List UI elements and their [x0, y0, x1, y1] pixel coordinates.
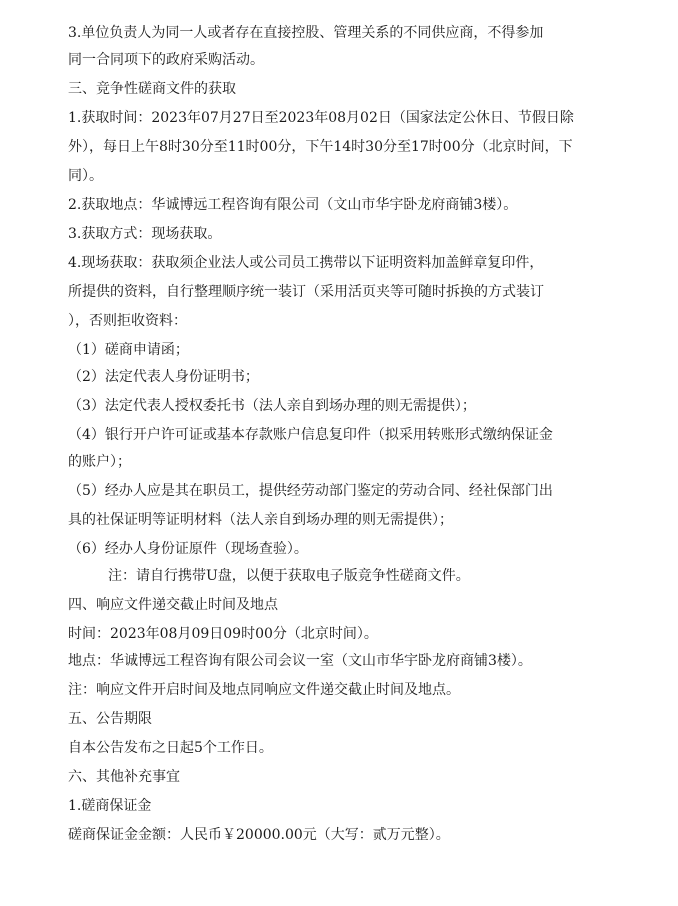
text-line-1: 3.单位负责人为同一人或者存在直接控股、管理关系的不同供应商，不得参加 — [68, 25, 544, 41]
text-line-deposit-amount: 磋商保证金金额：人民币￥20000.00元（大写：贰万元整）。 — [68, 827, 450, 843]
text-line-period: 自本公告发布之日起5个工作日。 — [68, 740, 273, 756]
section-heading-3: 三、竞争性磋商文件的获取 — [68, 81, 236, 97]
list-item-6: （6）经办人身份证原件（现场查验）。 — [68, 541, 308, 557]
list-item-2: （2）法定代表人身份证明书； — [68, 369, 259, 385]
section-heading-5: 五、公告期限 — [68, 711, 152, 727]
list-item-4-cont: 的账户）； — [68, 454, 131, 470]
note-line: 注：请自行携带U盘，以便于获取电子版竞争性磋商文件。 — [108, 568, 470, 584]
list-item-5: （5）经办人应是其在职员工，提供经劳动部门鉴定的劳动合同、经社保部门出 — [68, 483, 553, 499]
section-heading-6: 六、其他补充事宜 — [68, 769, 180, 785]
text-line-note: 注：响应文件开启时间及地点同响应文件递交截止时间及地点。 — [68, 682, 460, 698]
text-line-9: 4.现场获取：获取须企业法人或公司员工携带以下证明资料加盖鲜章复印件， — [68, 255, 544, 271]
list-item-5-cont: 具的社保证明等证明材料（法人亲自到场办理的则无需提供）； — [68, 512, 453, 528]
text-line-6: 同）。 — [68, 168, 103, 184]
text-line-5: 外），每日上午8时30分至11时00分，下午14时30分至17时00分（北京时间，下 — [68, 139, 573, 155]
text-line-location: 地点：华诚博远工程咨询有限公司会议一室（文山市华宇卧龙府商铺3楼）。 — [68, 653, 532, 669]
text-line-8: 3.获取方式：现场获取。 — [68, 226, 222, 242]
text-line-4: 1.获取时间：2023年07月27日至2023年08月02日（国家法定公休日、节假日除 — [68, 110, 574, 126]
list-item-4: （4）银行开户许可证或基本存款账户信息复印件（拟采用转账形式缴纳保证金 — [68, 427, 553, 443]
text-line-time: 时间：2023年08月09日09时00分（北京时间）。 — [68, 626, 378, 642]
list-item-3: （3）法定代表人授权委托书（法人亲自到场办理的则无需提供）； — [68, 398, 476, 414]
text-line-deposit-title: 1.磋商保证金 — [68, 798, 152, 814]
text-line-10: 所提供的资料，自行整理顺序统一装订（采用活页夹等可随时拆换的方式装订 — [68, 284, 544, 300]
list-item-1: （1）磋商申请函； — [68, 342, 189, 358]
text-line-7: 2.获取地点：华诚博远工程咨询有限公司（文山市华宇卧龙府商铺3楼）。 — [68, 197, 518, 213]
text-line-11: ），否则拒收资料： — [68, 313, 187, 329]
text-line-2: 同一合同项下的政府采购活动。 — [68, 52, 264, 68]
section-heading-4: 四、响应文件递交截止时间及地点 — [68, 597, 278, 613]
